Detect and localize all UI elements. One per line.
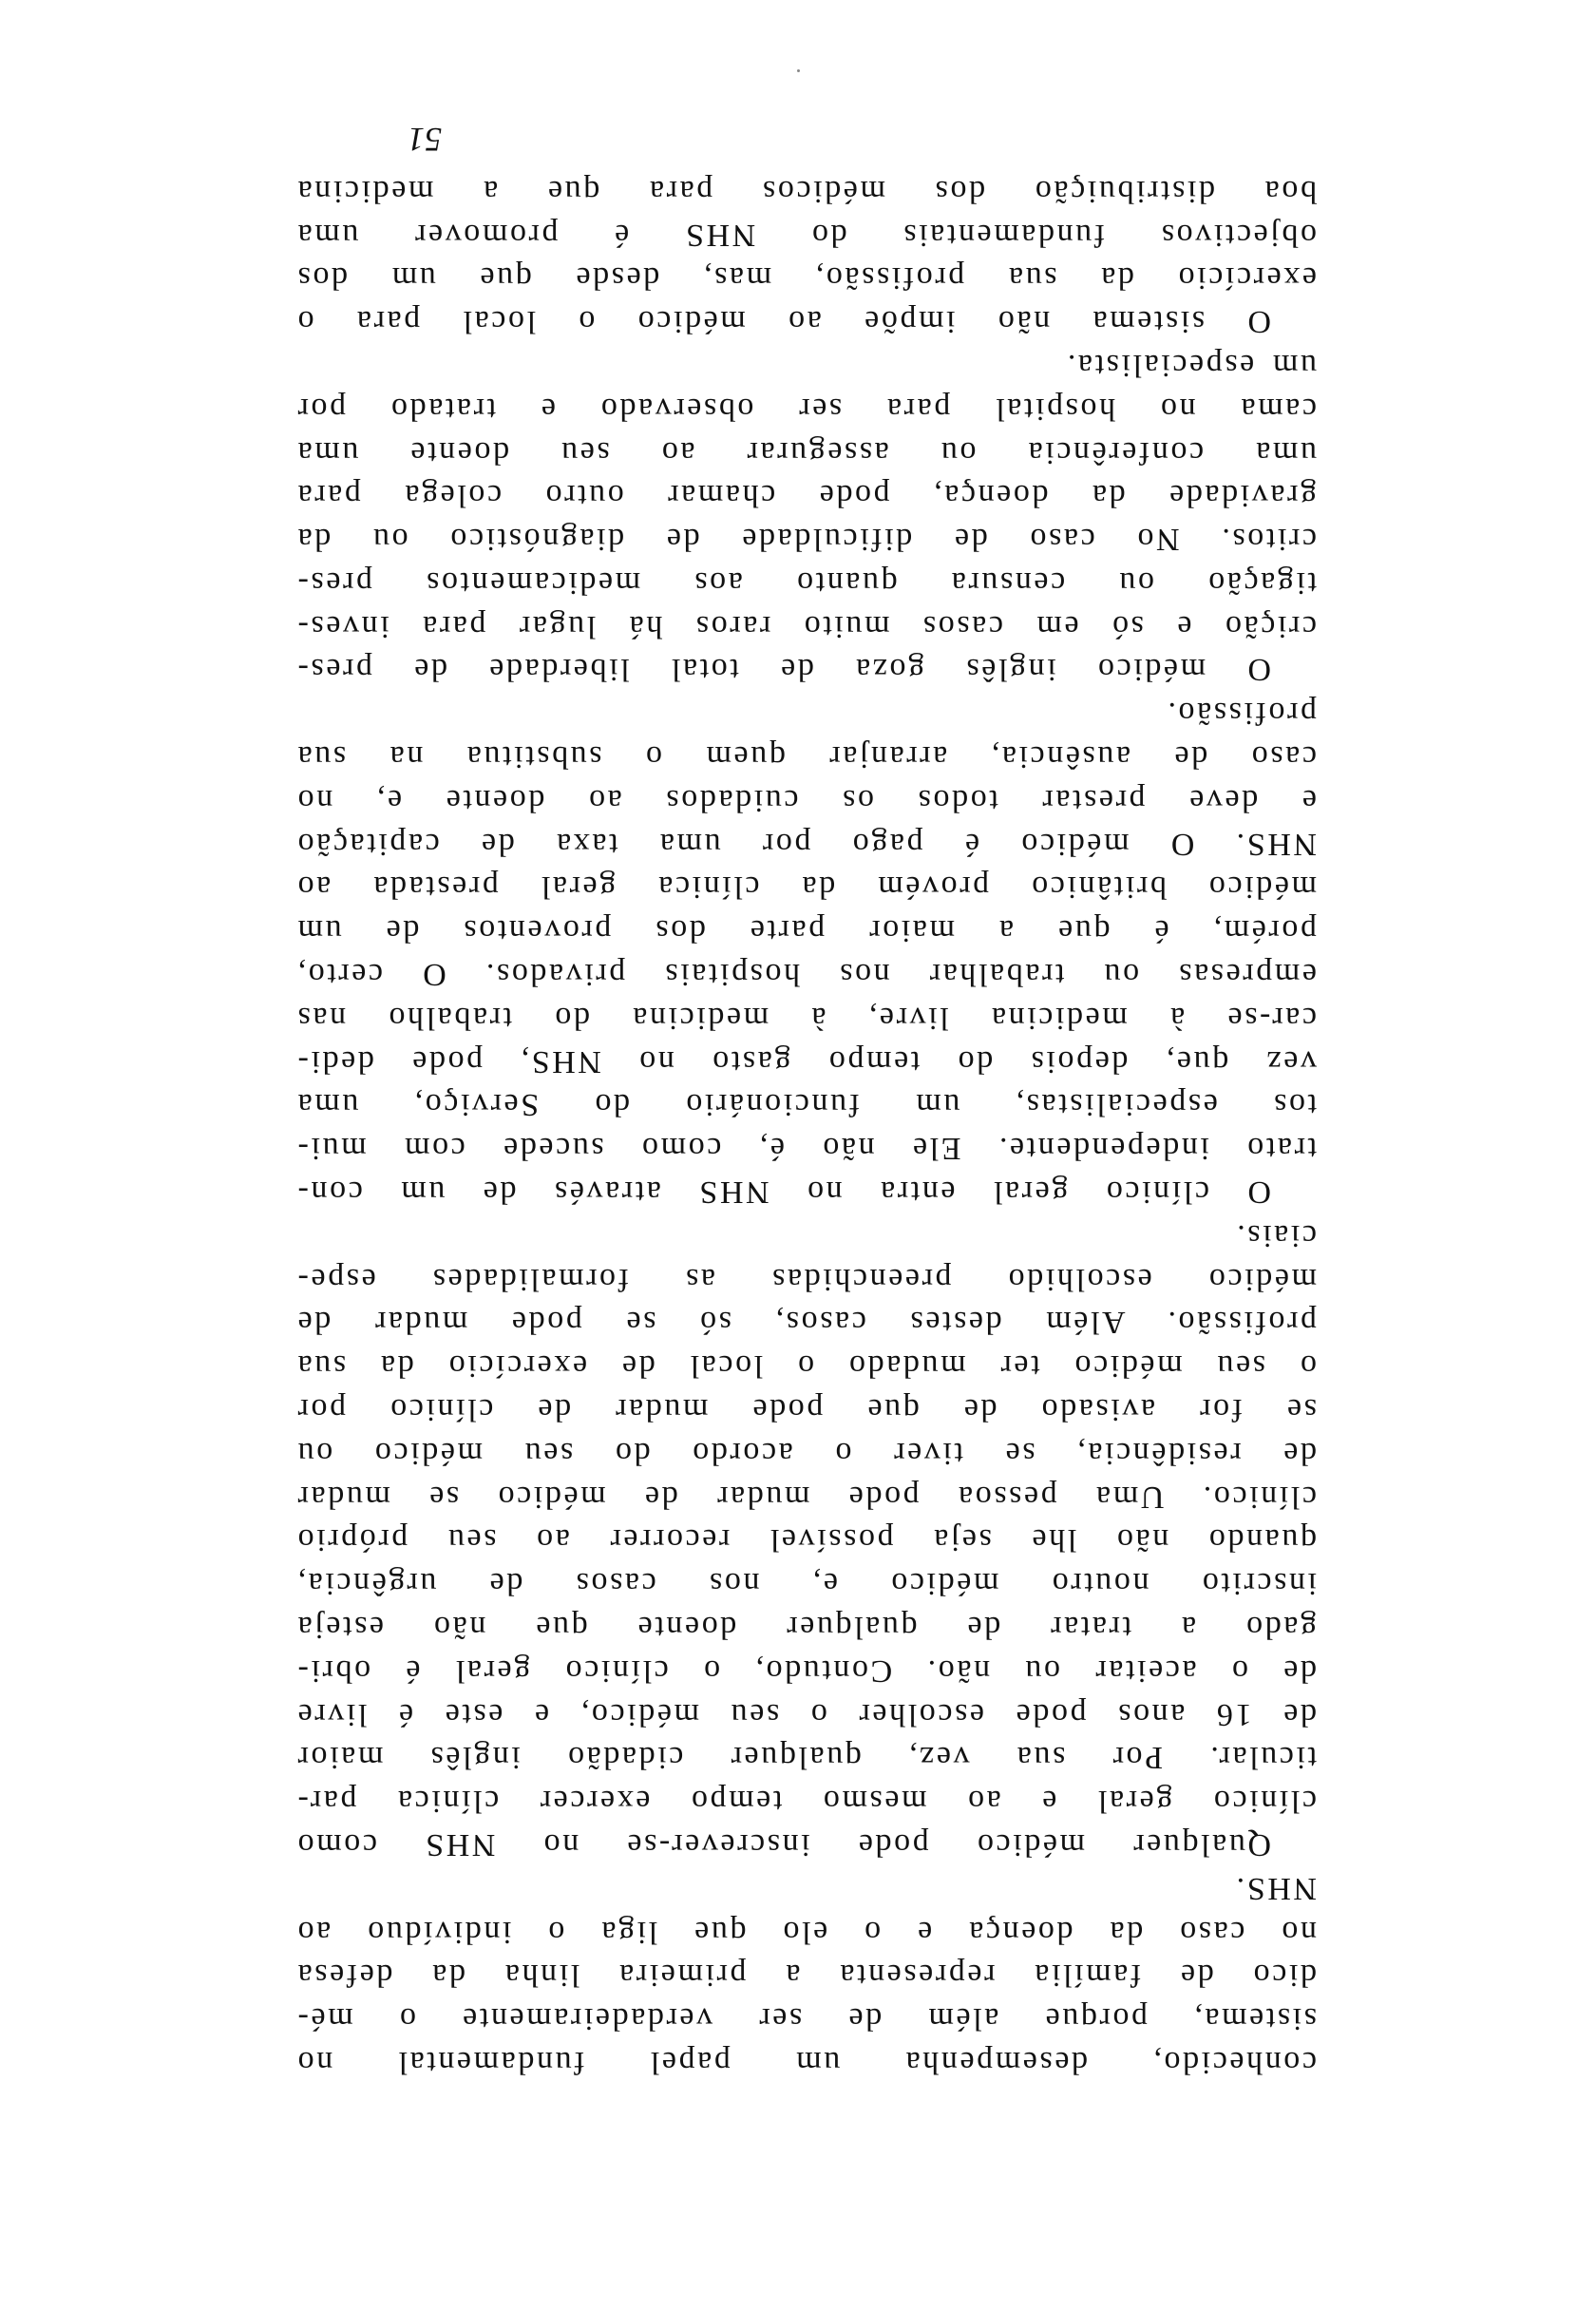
text-line: um especialista. — [1065, 347, 1317, 383]
text-line: NHS. O médico é pago por uma taxa de capitação — [295, 826, 1317, 862]
text-line: crição e só em casos muito raros há lugar para inves- — [295, 608, 1317, 644]
text-line: profissão. Além destes casos, só se pode mudar de — [295, 1305, 1317, 1341]
text-line: o seu médico ter mudado o local de exercício da sua — [295, 1348, 1317, 1385]
paper-speck — [797, 69, 800, 72]
text-line: gravidade da doença, pode chamar outro colega para — [295, 478, 1317, 514]
text-line: dico de família representa a primeira linha da defesa — [295, 1958, 1317, 1994]
text-line: empresas ou trabalhar nos hospitais privados. O certo, — [295, 957, 1317, 993]
text-line: tigação ou censura quanto aos medicamentos pres- — [295, 564, 1317, 601]
text-line: conhecido, desempenha um papel fundamental no — [295, 2045, 1317, 2080]
text-line: se for avisado de que pode mudar de clínico por — [295, 1392, 1317, 1428]
text-line: caso de ausência, arranjar quem o substitua na sua — [295, 739, 1317, 775]
text-line: objectivos fundamentais do NHS é promover uma — [295, 217, 1317, 253]
text-line: médico britânico provém da clínica geral prestada ao — [295, 869, 1317, 906]
text-line: car-se à medicina livre, à medicina do trabalho nas — [295, 1000, 1317, 1036]
text-line: Qualquer médico pode inscrever-se no NHS como — [295, 1827, 1271, 1863]
text-line: cama no hospital para ser observado e tratado por — [295, 391, 1317, 427]
text-line: e deve prestar todos os cuidados ao doente e, no — [295, 782, 1317, 818]
text-line: de 16 anos pode escolher o seu médico, e este é livre — [295, 1696, 1317, 1732]
text-line: de o aceitar ou não. Contudo, o clínico geral é obri- — [295, 1652, 1317, 1689]
text-line: O clínico geral entra no NHS através de um con- — [295, 1175, 1271, 1211]
text-line: porém, é que a maior parte dos proventos de um — [295, 913, 1317, 949]
text-line: médico escolhido preenchidas as formalidades espe- — [295, 1261, 1317, 1297]
text-line: sistema, porque além de ser verdadeiramente o mé- — [295, 2001, 1317, 2037]
text-line: NHS. — [1234, 1870, 1317, 1906]
text-line: O médico inglês goza de total liberdade de pres- — [295, 652, 1271, 688]
text-line: ciais. — [1234, 1217, 1317, 1253]
text-line: no caso da doença e o elo que liga o indivíduo ao — [295, 1914, 1317, 1950]
text-line: trato independente. Ele não é, como sucede com mui- — [295, 1131, 1317, 1167]
text-line: de residência, se tiver o acordo do seu médico ou — [295, 1435, 1317, 1471]
text-line: inscrito noutro médico e, nos casos de urgência, — [295, 1566, 1317, 1602]
body-text — [295, 169, 1317, 2084]
text-line: boa distribuição dos médicos para que a medicina — [295, 173, 1317, 209]
text-line: exercício da sua profissão, mas, desde que um dos — [295, 260, 1317, 296]
text-line: critos. No caso de dificuldade de diagnóstico ou da — [295, 522, 1317, 558]
text-line: profissão. — [1165, 696, 1317, 732]
text-line: vez que, depois do tempo gasto no NHS, pode dedi- — [295, 1043, 1317, 1079]
text-line: quando não lhe seja possível recorrer ao seu próprio — [295, 1522, 1317, 1558]
text-line: clínico. Uma pessoa pode mudar de médico se mudar — [295, 1479, 1317, 1515]
text-line: gado a tratar de qualquer doente que não esteja — [295, 1610, 1317, 1646]
text-line: clínico geral e ao mesmo tempo exercer clínica par- — [295, 1784, 1317, 1820]
page-number: 51 — [408, 121, 442, 159]
text-line: uma conferência ou assegurar ao seu doente uma — [295, 434, 1317, 470]
text-line: O sistema não impõe ao médico o local para o — [295, 304, 1271, 340]
text-line: ticular. Por sua vez, qualquer cidadão inglês maior — [295, 1740, 1317, 1776]
text-line: tos especialistas, um funcionário do Serviço, uma — [295, 1087, 1317, 1123]
